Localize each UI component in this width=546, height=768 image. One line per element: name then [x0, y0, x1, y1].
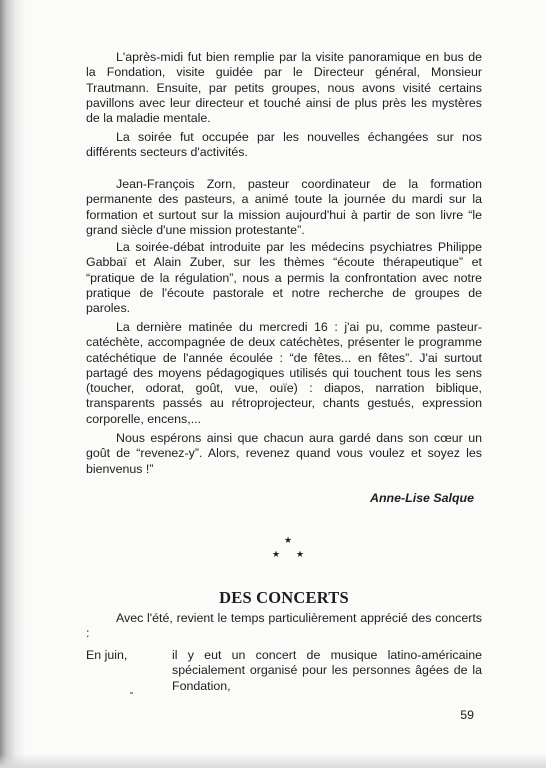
- paragraph-last-morning: La dernière matinée du mercredi 16 : j'ai pu, comme pasteur-catéchète, accompagnée de deux catéchètes, présenter le programme catéchétique de l'année écoulée : “de fêtes... en fêtes”. J'ai surtout partagé des moyens pédagogiques utilisés qui touchent tous les sens (toucher, odorat, goût, vue, ouïe) : diapos, narration biblique, transparents passés au rétroprojecteur, chants gestués, expression corporelle, encens,...: [86, 320, 482, 426]
- star-icon: ★: [272, 549, 281, 559]
- margin-mark: [130, 692, 133, 694]
- star-icon: ★: [284, 535, 293, 545]
- author-signature: Anne-Lise Salque: [370, 491, 474, 505]
- paragraph-closing: Nous espérons ainsi que chacun aura gardé dans son cœur un goût de “revenez-y”. Alors, revenez quand vous voulez et soyez les bienvenus !”: [86, 431, 482, 476]
- paragraph-evening-news: La soirée fut occupée par les nouvelles échangées sur nos différents secteurs d'activités.: [86, 130, 482, 160]
- page-bottom-shadow: [0, 754, 546, 768]
- paragraph-visit: L'après-midi fut bien remplie par la visite panoramique en bus de la Fondation, visite guidée par le Directeur général, Monsieur Trautmann. Ensuite, par petits groupes, nous avons visité certains pavillons avec leur directeur et touché ainsi de plus près les mystères de la maladie mentale.: [86, 50, 482, 126]
- concert-description: il y eut un concert de musique latino-américaine spécialement organisé pour les personnes âgées de la Fondation,: [172, 648, 482, 693]
- paragraph-debate-evening: La soirée-débat introduite par les médecins psychiatres Philippe Gabbaï et Alain Zuber, sur les thèmes “écoute thérapeutique” et “pratique de la régulation”, nous a permis la confrontation avec notre pratique de l'écoute pastorale et notre recherche de groupes de paroles.: [86, 240, 482, 316]
- concert-date-label: En juin,: [86, 648, 128, 662]
- section-divider-stars: [268, 536, 308, 562]
- paragraph-zorn-training: Jean-François Zorn, pasteur coordinateur de la formation permanente des pasteurs, a animé toute la journée du mardi sur la formation et surtout sur la mission aujourd'hui à partir de son livre “le grand siècle d'une mission protestante”.: [86, 177, 482, 237]
- book-spine-shadow: [0, 0, 26, 768]
- page-number: 59: [460, 708, 474, 722]
- section-title: DES CONCERTS: [219, 588, 349, 607]
- section-intro: Avec l'été, revient le temps particulièrement apprécié des concerts :: [86, 611, 482, 641]
- star-icon: ★: [296, 549, 305, 559]
